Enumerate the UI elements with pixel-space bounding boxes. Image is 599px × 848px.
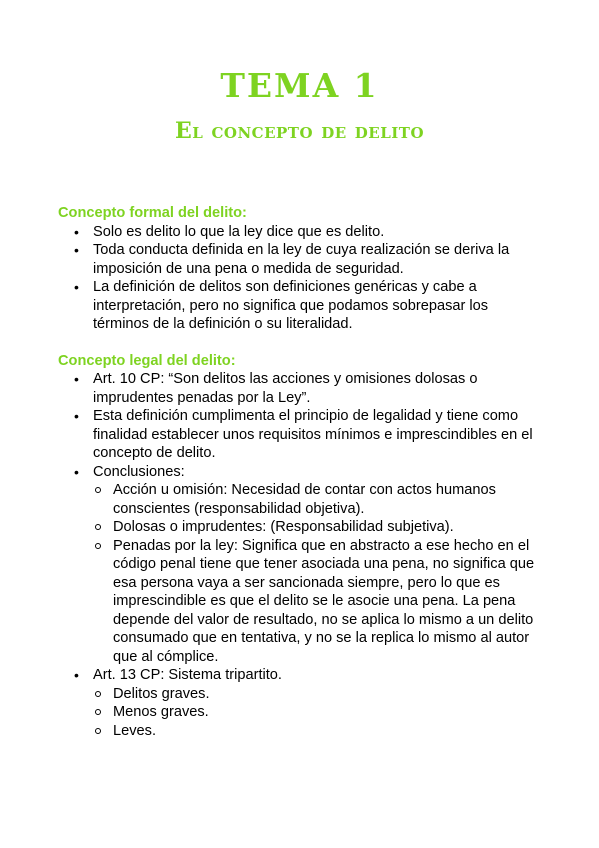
bullet-icon: • <box>74 279 79 295</box>
list-item <box>58 370 548 407</box>
sub-list-item <box>93 481 548 518</box>
sub-list-item <box>93 537 548 667</box>
sub-list-item-text: Delitos graves. <box>113 685 210 702</box>
circle-bullet-icon <box>95 728 101 734</box>
bullet-icon: • <box>74 463 79 480</box>
page-title: TEMA 1 <box>220 66 379 105</box>
list-item-text: La definición de delitos son definiciones genéricas y cabe a interpretación, pero no significa que podamos sobrepasar los términos de la definición o su literalidad. <box>93 279 489 332</box>
bullet-list <box>58 223 548 334</box>
sub-list <box>93 481 548 666</box>
bullet-icon: • <box>74 371 79 387</box>
page-subtitle: El concepto de delito <box>174 118 425 144</box>
section-concepto-legal <box>58 352 548 741</box>
list-item <box>58 666 548 740</box>
bullet-icon: • <box>74 242 79 258</box>
list-item-text: Art. 13 CP: Sistema tripartito. <box>93 667 282 683</box>
sub-list-item-text: Dolosas o imprudentes: (Responsabilidad subjetiva). <box>113 519 454 535</box>
circle-bullet-icon <box>95 487 101 493</box>
list-item <box>58 278 548 334</box>
circle-bullet-icon <box>95 691 101 697</box>
circle-bullet-icon <box>95 709 101 715</box>
document-content <box>58 204 548 740</box>
list-item-text: Toda conducta definida en la ley de cuya realización se deriva la imposición de una pena o medida de seguridad. <box>93 242 510 277</box>
bullet-icon: • <box>74 223 79 240</box>
sub-list <box>93 685 548 741</box>
section-heading: Concepto formal del delito: <box>58 205 247 221</box>
section-concepto-formal <box>58 204 548 334</box>
sub-list-item <box>93 703 548 722</box>
list-item-text: Conclusiones: <box>93 463 185 480</box>
sub-list-item-text: Acción u omisión: Necesidad de contar con actos humanos conscientes (responsabilidad objetiva). <box>113 482 496 517</box>
list-item-text: Solo es delito lo que la ley dice que es delito. <box>93 223 385 240</box>
sub-list-item <box>93 722 548 741</box>
section-spacer <box>58 334 548 352</box>
bullet-icon: • <box>74 408 79 424</box>
title-block <box>0 66 599 146</box>
circle-bullet-icon <box>95 543 101 549</box>
list-item-text: Esta definición cumplimenta el principio de legalidad y tiene como finalidad establecer unos requisitos mínimos e imprescindibles en el concepto de delito. <box>93 408 533 461</box>
sub-list-item <box>93 685 548 704</box>
list-item-text: Art. 10 CP: “Son delitos las acciones y omisiones dolosas o imprudentes penadas por la Ley”. <box>93 371 478 406</box>
list-item <box>58 223 548 242</box>
bullet-list <box>58 370 548 740</box>
sub-list-item-text: Menos graves. <box>113 704 209 720</box>
section-heading: Concepto legal del delito: <box>58 352 236 369</box>
list-item <box>58 463 548 667</box>
list-item <box>58 241 548 278</box>
sub-list-item-text: Leves. <box>113 722 156 739</box>
sub-list-item <box>93 518 548 537</box>
circle-bullet-icon <box>95 524 101 530</box>
list-item <box>58 407 548 463</box>
sub-list-item-text: Penadas por la ley: Significa que en abstracto a ese hecho en el código penal tiene que tener asociada una pena, no significa que esa persona vaya a ser sancionada siempre, pero lo que es imprescindible es que el delito se le asocie una pena. La pena depende del valor de resultado, no se aplica lo mismo a un delito consumado que en tentativa, y no se la replica lo mismo al autor que al cómplice. <box>113 537 535 665</box>
bullet-icon: • <box>74 667 79 683</box>
